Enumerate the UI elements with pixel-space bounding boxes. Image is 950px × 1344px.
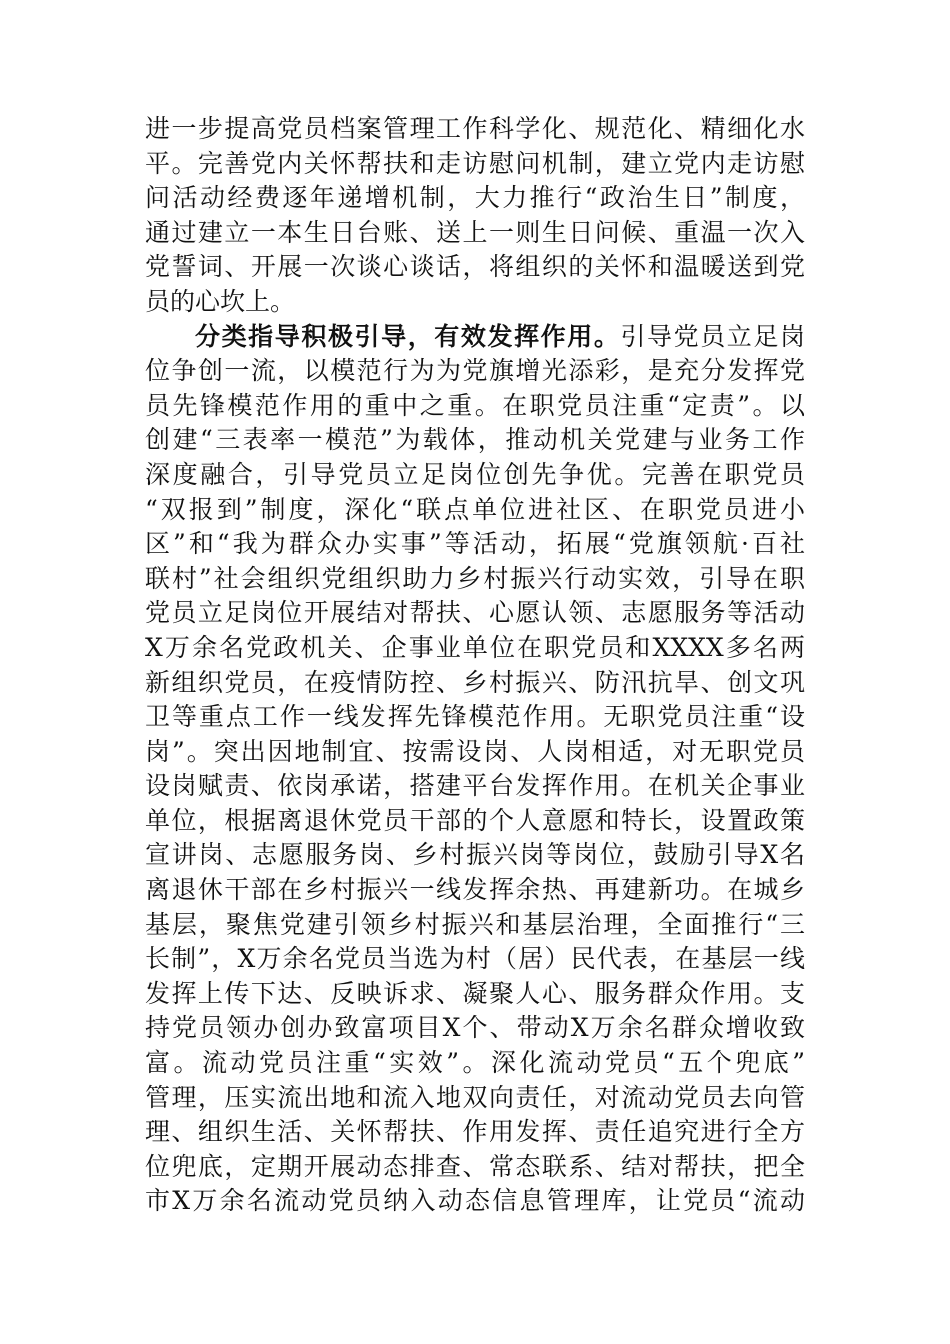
text-line: 平。完善党内关怀帮扶和走访慰问机制，建立党内走访慰 <box>145 148 805 178</box>
text-line: 位争创一流，以模范行为为党旗增光添彩，是充分发挥党 <box>145 356 805 386</box>
text-line: 管理，压实流出地和流入地双向责任，对流动党员去向管 <box>145 1082 805 1112</box>
text-line: 富。流动党员注重“实效”。深化流动党员“五个兜底” <box>145 1048 805 1078</box>
text-line: 理、组织生活、关怀帮扶、作用发挥、责任追究进行全方 <box>145 1117 805 1147</box>
text-line: 岗”。突出因地制宜、按需设岗、人岗相适，对无职党员 <box>145 736 805 766</box>
text-line-first <box>145 320 805 355</box>
text-line: 通过建立一本生日台账、送上一则生日问候、重温一次入 <box>145 217 805 247</box>
text-line: 区”和“我为群众办实事”等活动，拓展“党旗领航·百社 <box>145 529 805 559</box>
text-line: 市X万余名流动党员纳入动态信息管理库，让党员“流动 <box>145 1186 805 1216</box>
text-line: 联村”社会组织党组织助力乡村振兴行动实效，引导在职 <box>145 563 805 593</box>
text-line: 长制”，X万余名党员当选为村（居）民代表，在基层一线 <box>145 944 805 974</box>
text-line: 持党员领办创办致富项目X个、带动X万余名群众增收致 <box>145 1013 805 1043</box>
text-line: 问活动经费逐年递增机制，大力推行“政治生日”制度， <box>145 183 805 213</box>
paragraph-heading: 分类指导积极引导，有效发挥作用。 <box>195 321 621 351</box>
paragraph-classified-guidance <box>145 320 805 1219</box>
paragraph-archive-care <box>145 112 805 320</box>
text-line: “双报到”制度，深化“联点单位进社区、在职党员进小 <box>145 494 805 524</box>
text-line: 基层，聚焦党建引领乡村振兴和基层治理，全面推行“三 <box>145 909 805 939</box>
text-line: 设岗赋责、依岗承诺，搭建平台发挥作用。在机关企事业 <box>145 771 805 801</box>
text-line: 员先锋模范作用的重中之重。在职党员注重“定责”。以 <box>145 390 805 420</box>
text-line: 宣讲岗、志愿服务岗、乡村振兴岗等岗位，鼓励引导X名 <box>145 840 805 870</box>
text-line: X万余名党政机关、企事业单位在职党员和XXXX多名两 <box>145 632 805 662</box>
text-line: 党员立足岗位开展结对帮扶、心愿认领、志愿服务等活动 <box>145 598 805 628</box>
text-line: 卫等重点工作一线发挥先锋模范作用。无职党员注重“设 <box>145 702 805 732</box>
text-line: 离退休干部在乡村振兴一线发挥余热、再建新功。在城乡 <box>145 875 805 905</box>
body-text <box>145 112 805 1219</box>
text-line: 党誓词、开展一次谈心谈话，将组织的关怀和温暖送到党 <box>145 252 805 282</box>
text-line: 位兜底，定期开展动态排查、常态联系、结对帮扶，把全 <box>145 1151 805 1181</box>
text-line: 创建“三表率一模范”为载体，推动机关党建与业务工作 <box>145 425 805 455</box>
text-line: 发挥上传下达、反映诉求、凝聚人心、服务群众作用。支 <box>145 978 805 1008</box>
text-line: 单位，根据离退休党员干部的个人意愿和特长，设置政策 <box>145 805 805 835</box>
text-run: 引导党员立足岗 <box>620 321 805 351</box>
text-line: 新组织党员，在疫情防控、乡村振兴、防汛抗旱、创文巩 <box>145 667 805 697</box>
text-line: 进一步提高党员档案管理工作科学化、规范化、精细化水 <box>145 114 805 143</box>
text-line: 深度融合，引导党员立足岗位创先争优。完善在职党员 <box>145 459 805 489</box>
text-line: 员的心坎上。 <box>145 286 296 316</box>
